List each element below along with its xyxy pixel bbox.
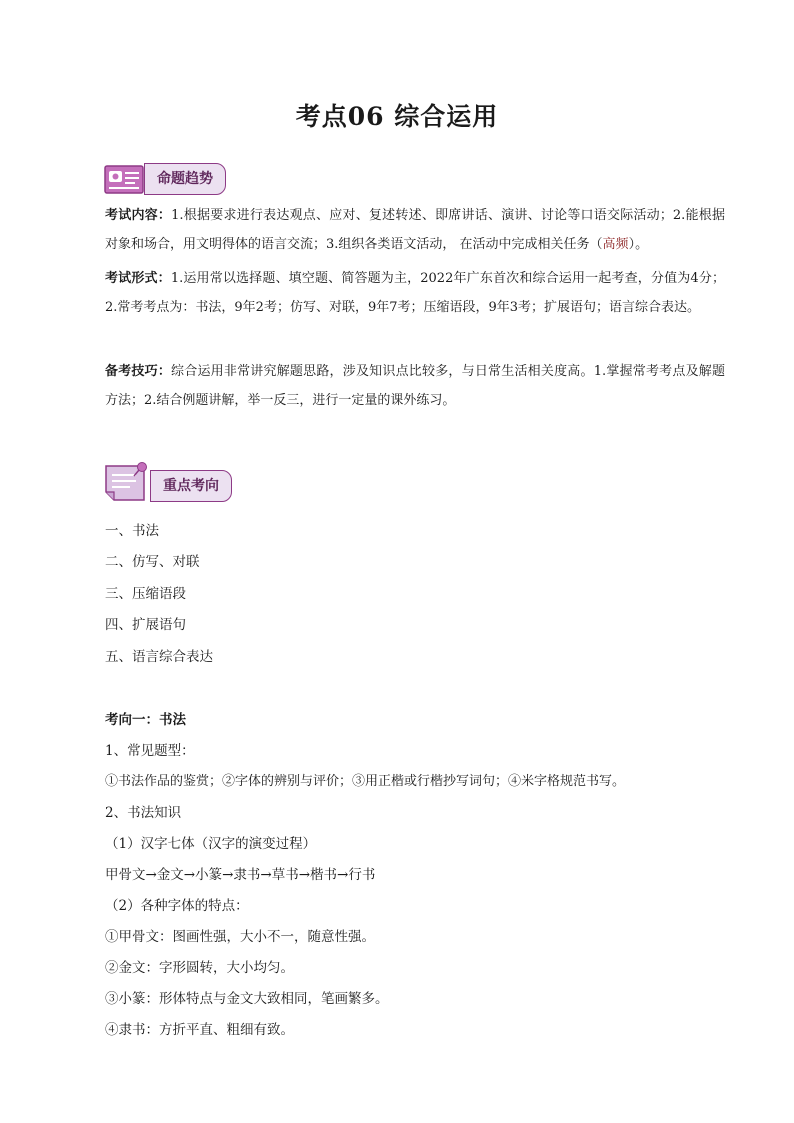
focus-badge-label: 重点考向 xyxy=(150,470,232,502)
exam-content-end: ）。 xyxy=(628,237,649,252)
direction1-line-2: ①书法作品的鉴赏；②字体的辨别与评价；③用正楷或行楷抄写词句；④米字格规范书写。 xyxy=(105,774,626,789)
focus-item-3: 三、压缩语段 xyxy=(105,586,186,602)
frequency-highlight: 高频 xyxy=(602,237,629,252)
trend-badge-label: 命题趋势 xyxy=(144,163,226,195)
direction1-line-4: （1）汉字七体（汉字的演变过程） xyxy=(105,836,317,852)
exam-content-label: 考试内容： xyxy=(105,208,172,223)
direction1-line-5: 甲骨文→金文→小篆→隶书→草书→楷书→行书 xyxy=(105,867,376,883)
direction1-line-1: 1、常见题型： xyxy=(105,743,195,759)
exam-form-text: 1.运用常以选择题、填空题、简答题为主，2022年广东首次和综合运用一起考查，分值为4分；2.常考考点为：书法，9年2考；仿写、对联，9年7考；压缩语段，9年3考；扩展语句；语言综合表达。 xyxy=(105,271,725,315)
focus-item-5: 五、语言综合表达 xyxy=(105,649,213,665)
slides-icon xyxy=(104,163,146,195)
direction1-line-8: ②金文：字形圆转，大小均匀。 xyxy=(105,960,294,976)
direction1-heading: 考向一：书法 xyxy=(105,712,186,728)
focus-item-1: 一、书法 xyxy=(105,523,159,539)
exam-tips-text: 综合运用非常讲究解题思路，涉及知识点比较多，与日常生活相关度高。1.掌握常考考点及解题方法；2.结合例题讲解，举一反三，进行一定量的课外练习。 xyxy=(105,364,725,408)
exam-content-text: 1.根据要求进行表达观点、应对、复述转述、即席讲话、演讲、讨论等口语交际活动；2.能根据对象和场合，用文明得体的语言交流；3.组织各类语文活动， 在活动中完成相关任务（ xyxy=(105,208,725,252)
exam-tips-paragraph xyxy=(105,357,725,415)
direction1-line-9: ③小篆：形体特点与金文大致相同，笔画繁多。 xyxy=(105,991,389,1007)
note-pin-icon xyxy=(104,460,154,506)
trend-badge xyxy=(104,163,234,195)
exam-form-paragraph xyxy=(105,264,725,322)
focus-item-4: 四、扩展语句 xyxy=(105,617,186,633)
direction1-line-7: ①甲骨文：图画性强，大小不一，随意性强。 xyxy=(105,929,375,945)
direction1-line-10: ④隶书：方折平直、粗细有致。 xyxy=(105,1022,294,1038)
exam-form-label: 考试形式： xyxy=(105,271,171,286)
exam-tips-label: 备考技巧： xyxy=(105,364,172,379)
focus-badge xyxy=(104,460,244,506)
focus-item-2: 二、仿写、对联 xyxy=(105,554,200,570)
page-title: 考点06 综合运用 xyxy=(295,101,499,131)
exam-content-paragraph xyxy=(105,201,725,259)
direction1-line-6: （2）各种字体的特点： xyxy=(105,898,249,914)
direction1-line-3: 2、书法知识 xyxy=(105,805,182,821)
